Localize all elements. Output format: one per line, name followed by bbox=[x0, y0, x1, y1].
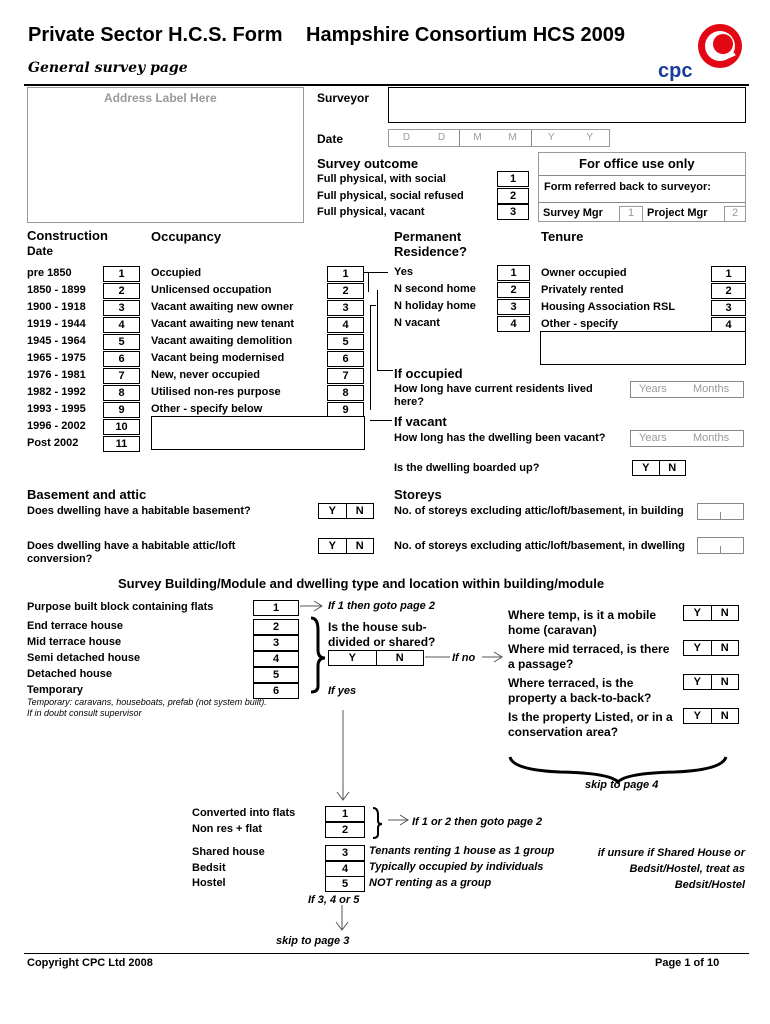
tenure-item-label: Housing Association RSL bbox=[541, 301, 676, 313]
occupancy-item-code[interactable]: 4 bbox=[327, 317, 364, 333]
occupancy-item-code[interactable]: 5 bbox=[327, 334, 364, 350]
sub-item-code[interactable]: 4 bbox=[325, 861, 365, 877]
backtoback-n[interactable]: N bbox=[711, 675, 739, 689]
outcome-2-label: Full physical, social refused bbox=[317, 190, 464, 202]
mobile-y[interactable]: Y bbox=[693, 607, 701, 619]
occupancy-item-code[interactable]: 1 bbox=[327, 266, 364, 282]
occupancy-item-label: New, never occupied bbox=[151, 369, 261, 381]
date-day-d1: D bbox=[402, 132, 411, 143]
outcome-3-label: Full physical, vacant bbox=[317, 206, 425, 218]
construction-item-label: 1945 - 1964 bbox=[27, 335, 86, 347]
construction-item-code[interactable]: 8 bbox=[103, 385, 140, 401]
date-label: Date bbox=[317, 132, 344, 146]
occupancy-item-code[interactable]: 8 bbox=[327, 385, 364, 401]
mobile-yn[interactable] bbox=[683, 605, 739, 621]
passage-n[interactable]: N bbox=[711, 641, 739, 655]
if-yes-note: If yes bbox=[328, 685, 357, 697]
tenure-item-code[interactable]: 3 bbox=[711, 300, 746, 316]
outcome-title: Survey outcome bbox=[317, 156, 419, 171]
if-vacant-title: If vacant bbox=[394, 414, 447, 429]
construction-item-code[interactable]: 4 bbox=[103, 317, 140, 333]
date-year-y2: Y bbox=[586, 132, 594, 143]
construction-item-code[interactable]: 5 bbox=[103, 334, 140, 350]
sub-item-code[interactable]: 2 bbox=[325, 822, 365, 838]
footer-copyright: Copyright CPC Ltd 2008 bbox=[27, 957, 153, 969]
mobile-question: Where temp, is it a mobile home (caravan) bbox=[508, 608, 657, 637]
skip3-note: skip to page 3 bbox=[276, 935, 350, 947]
occupancy-item-code[interactable]: 3 bbox=[327, 300, 364, 316]
construction-item-code[interactable]: 1 bbox=[103, 266, 140, 282]
boarded-n[interactable]: N bbox=[659, 461, 686, 475]
module-item-label: Purpose built block containing flats bbox=[27, 601, 214, 613]
occupied-months: Months bbox=[693, 383, 730, 395]
construction-title: Construction bbox=[27, 228, 108, 243]
project-mgr-code[interactable]: 2 bbox=[724, 206, 746, 222]
sub-item-label: Non res + flat bbox=[192, 823, 262, 835]
if-vacant-question: How long has the dwelling been vacant? bbox=[394, 432, 606, 444]
occupancy-item-label: Unlicensed occupation bbox=[151, 284, 272, 296]
listed-question: Is the property Listed, or in a conservation area? bbox=[508, 710, 673, 739]
occupancy-item-label: Vacant awaiting demolition bbox=[151, 335, 293, 347]
tenure-item-code[interactable]: 2 bbox=[711, 283, 746, 299]
date-day-d2: D bbox=[437, 132, 446, 143]
subdivided-n[interactable]: N bbox=[376, 651, 424, 665]
footer-page: Page 1 of 10 bbox=[655, 957, 720, 969]
passage-question: Where mid terraced, is there a passage? bbox=[508, 642, 670, 671]
footer-rule bbox=[24, 953, 749, 954]
tenure-item-label: Owner occupied bbox=[541, 267, 627, 279]
backtoback-y[interactable]: Y bbox=[693, 676, 701, 688]
project-mgr-label: Project Mgr bbox=[647, 207, 708, 219]
form-title-right: Hampshire Consortium HCS 2009 bbox=[306, 24, 625, 46]
date-month-m1: M bbox=[473, 132, 482, 143]
boarded-question: Is the dwelling boarded up? bbox=[394, 462, 540, 474]
listed-y[interactable]: Y bbox=[693, 710, 701, 722]
date-month-m2: M bbox=[508, 132, 517, 143]
listed-n[interactable]: N bbox=[711, 709, 739, 723]
occupancy-item-label: Utilised non-res purpose bbox=[151, 386, 281, 398]
sub-item-code[interactable]: 5 bbox=[325, 876, 365, 892]
construction-item-code[interactable]: 6 bbox=[103, 351, 140, 367]
address-placeholder: Address Label Here bbox=[104, 91, 217, 105]
sub-item-label: Bedsit bbox=[192, 862, 226, 874]
construction-title2: Date bbox=[27, 244, 54, 258]
attic-question: Does dwelling have a habitable attic/loft conversion? bbox=[27, 540, 236, 565]
subdivided-y[interactable]: Y bbox=[348, 652, 356, 664]
module-title: Survey Building/Module and dwelling type and location within building/module bbox=[118, 576, 605, 591]
vacant-months: Months bbox=[693, 432, 730, 444]
sub-item-label: Shared house bbox=[192, 846, 265, 858]
if12-note: If 1 or 2 then goto page 2 bbox=[412, 816, 543, 828]
if-no-note: If no bbox=[452, 652, 476, 664]
occupancy-item-code[interactable]: 7 bbox=[327, 368, 364, 384]
module-item-label: End terrace house bbox=[27, 620, 123, 632]
construction-item-code[interactable]: 2 bbox=[103, 283, 140, 299]
attic-n[interactable]: N bbox=[346, 539, 374, 553]
construction-item-label: 1996 - 2002 bbox=[27, 420, 86, 432]
listed-yn[interactable] bbox=[683, 708, 739, 724]
tenure-item-code[interactable]: 4 bbox=[711, 317, 746, 333]
basement-n[interactable]: N bbox=[346, 504, 374, 518]
occupancy-item-code[interactable]: 9 bbox=[327, 402, 364, 418]
tenure-title: Tenure bbox=[541, 229, 584, 244]
occupancy-item-label: Vacant awaiting new tenant bbox=[151, 318, 295, 330]
construction-item-label: 1919 - 1944 bbox=[27, 318, 86, 330]
subdivided-yn[interactable] bbox=[328, 650, 424, 666]
form-title-left: Private Sector H.C.S. Form bbox=[28, 24, 283, 46]
outcome-1-code[interactable]: 1 bbox=[497, 171, 529, 187]
storeys-dwelling-question: No. of storeys excluding attic/loft/basement, in dwelling bbox=[394, 540, 685, 552]
permanent-item-label: N vacant bbox=[394, 317, 440, 329]
if-occupied-title: If occupied bbox=[394, 366, 463, 381]
shared-note-3: NOT renting as a group bbox=[369, 877, 492, 889]
construction-item-label: pre 1850 bbox=[27, 267, 72, 279]
construction-item-label: 1976 - 1981 bbox=[27, 369, 86, 381]
module-item-label: Mid terrace house bbox=[27, 636, 122, 648]
module-item-label: Detached house bbox=[27, 668, 112, 680]
if345-note: If 3, 4 or 5 bbox=[308, 894, 360, 906]
module-item-label: Temporary bbox=[27, 684, 84, 696]
survey-mgr-code[interactable]: 1 bbox=[619, 206, 643, 222]
module-item-code[interactable]: 6 bbox=[253, 683, 299, 699]
permanent-item-label: N second home bbox=[394, 283, 476, 295]
occupancy-item-code[interactable]: 2 bbox=[327, 283, 364, 299]
construction-item-code[interactable]: 11 bbox=[103, 436, 140, 452]
construction-item-code[interactable]: 10 bbox=[103, 419, 140, 435]
temporary-note: Temporary: caravans, houseboats, prefab (not system built). If in doubt consult supervisor bbox=[27, 697, 267, 718]
boarded-y[interactable]: Y bbox=[642, 462, 650, 474]
permanent-item-code[interactable]: 3 bbox=[497, 299, 530, 315]
if1-note: If 1 then goto page 2 bbox=[328, 600, 435, 612]
outcome-2-code[interactable]: 2 bbox=[497, 188, 529, 204]
if-occupied-question: How long have current residents lived here? bbox=[394, 383, 593, 408]
sub-item-label: Converted into flats bbox=[192, 807, 296, 819]
tenure-item-label: Other - specify bbox=[541, 318, 619, 330]
shared-note-2: Typically occupied by individuals bbox=[369, 861, 544, 873]
subdivided-question: Is the house sub-divided or shared? bbox=[328, 620, 436, 649]
permanent-item-label: N holiday home bbox=[394, 300, 476, 312]
office-referred: Form referred back to surveyor: bbox=[544, 181, 711, 193]
occupancy-title: Occupancy bbox=[151, 229, 222, 244]
module-item-code[interactable]: 1 bbox=[253, 600, 299, 616]
shared-note-1: Tenants renting 1 house as 1 group bbox=[369, 845, 555, 857]
occupancy-item-label: Vacant being modernised bbox=[151, 352, 285, 364]
surveyor-label: Surveyor bbox=[317, 91, 370, 105]
storeys-title: Storeys bbox=[394, 487, 442, 502]
occupancy-item-code[interactable]: 6 bbox=[327, 351, 364, 367]
tenure-item-code[interactable]: 1 bbox=[711, 266, 746, 282]
outcome-1-label: Full physical, with social bbox=[317, 173, 446, 185]
module-item-code[interactable]: 4 bbox=[253, 651, 299, 667]
mobile-n[interactable]: N bbox=[711, 606, 739, 620]
module-item-code[interactable]: 5 bbox=[253, 667, 299, 683]
module-item-code[interactable]: 3 bbox=[253, 635, 299, 651]
attic-y[interactable]: Y bbox=[328, 540, 336, 552]
permanent-item-label: Yes bbox=[394, 266, 413, 278]
sub-item-label: Hostel bbox=[192, 877, 226, 889]
construction-item-label: 1982 - 1992 bbox=[27, 386, 86, 398]
permanent-title2: Residence? bbox=[394, 244, 467, 259]
construction-item-code[interactable]: 3 bbox=[103, 300, 140, 316]
occupancy-item-label: Vacant awaiting new owner bbox=[151, 301, 294, 313]
sub-item-code[interactable]: 1 bbox=[325, 806, 365, 822]
construction-item-label: 1993 - 1995 bbox=[27, 403, 86, 415]
occupied-years: Years bbox=[639, 383, 667, 395]
office-use-title: For office use only bbox=[579, 156, 695, 171]
permanent-item-code[interactable]: 4 bbox=[497, 316, 530, 332]
outcome-3-code[interactable]: 3 bbox=[497, 204, 529, 220]
storeys-building-question: No. of storeys excluding attic/loft/basement, in building bbox=[394, 505, 684, 517]
basement-y[interactable]: Y bbox=[328, 505, 336, 517]
construction-item-label: 1900 - 1918 bbox=[27, 301, 86, 313]
module-item-label: Semi detached house bbox=[27, 652, 141, 664]
vacant-years: Years bbox=[639, 432, 667, 444]
date-year-y1: Y bbox=[547, 132, 555, 143]
form-subtitle: General survey page bbox=[28, 60, 188, 76]
construction-item-label: 1965 - 1975 bbox=[27, 352, 86, 364]
basement-title: Basement and attic bbox=[27, 487, 147, 502]
backtoback-question: Where terraced, is the property a back-to-back? bbox=[508, 676, 652, 705]
permanent-item-code[interactable]: 1 bbox=[497, 265, 530, 281]
passage-yn[interactable] bbox=[683, 640, 739, 656]
construction-item-label: 1850 - 1899 bbox=[27, 284, 86, 296]
construction-item-label: Post 2002 bbox=[27, 437, 79, 449]
module-item-code[interactable]: 2 bbox=[253, 619, 299, 635]
construction-item-code[interactable]: 9 bbox=[103, 402, 140, 418]
occupancy-item-label: Occupied bbox=[151, 267, 202, 279]
tenure-item-label: Privately rented bbox=[541, 284, 624, 296]
survey-mgr-label: Survey Mgr bbox=[543, 207, 603, 219]
sub-item-code[interactable]: 3 bbox=[325, 845, 365, 861]
passage-y[interactable]: Y bbox=[693, 642, 701, 654]
construction-item-code[interactable]: 7 bbox=[103, 368, 140, 384]
unsure-note: if unsure if Shared House or Bedsit/Hostel, treat as Bedsit/Hostel bbox=[597, 847, 745, 891]
skip4-note: skip to page 4 bbox=[585, 779, 659, 791]
permanent-title: Permanent bbox=[394, 229, 462, 244]
basement-question: Does dwelling have a habitable basement? bbox=[27, 505, 251, 517]
backtoback-yn[interactable] bbox=[683, 674, 739, 690]
occupancy-item-label: Other - specify below bbox=[151, 403, 263, 415]
permanent-item-code[interactable]: 2 bbox=[497, 282, 530, 298]
cpc-logo-text: cpc bbox=[658, 60, 693, 82]
